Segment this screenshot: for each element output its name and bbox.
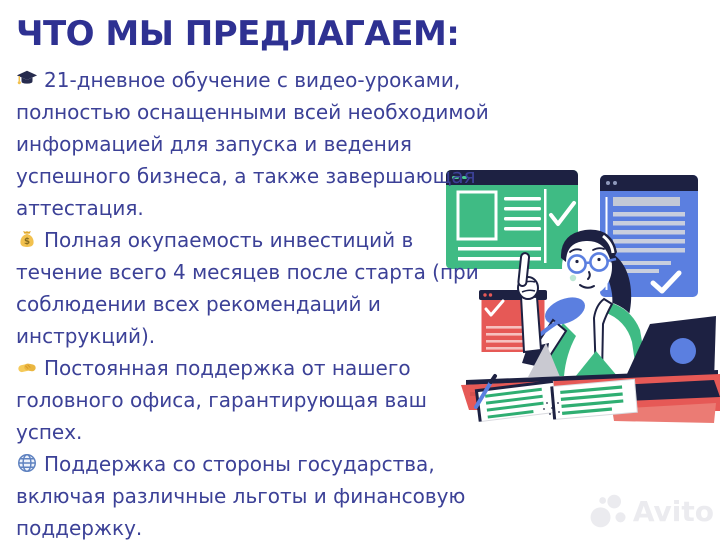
bullet-text: Полная окупаемость инвестиций в течение всего 4 месяцев после старта (при соблюдении всех рекомендаций и инструкций).	[16, 228, 479, 348]
watermark-text: Avito	[632, 494, 714, 528]
handshake-icon	[16, 356, 38, 378]
money-bag-icon	[16, 228, 38, 250]
bullet-item	[16, 224, 496, 352]
graduation-cap-icon	[16, 68, 38, 90]
page-title: ЧТО МЫ ПРЕДЛАГАЕМ:	[16, 14, 460, 54]
bullet-text: 21-дневное обучение с видео-уроками, полностью оснащенными всей необходимой информацией для запуска и ведения успешного бизнеса, а также завершающая аттестация.	[16, 68, 489, 220]
bullet-list	[16, 64, 496, 540]
globe-icon	[16, 452, 38, 474]
text-content	[16, 14, 496, 540]
avito-logo-icon	[589, 490, 631, 532]
bullet-item	[16, 352, 496, 448]
bullet-item	[16, 64, 496, 224]
bullet-text: Постоянная поддержка от нашего головного офиса, гарантирующая ваш успех.	[16, 356, 427, 444]
watermark-avito	[589, 490, 714, 532]
bullet-text: Поддержка со стороны государства, включая различные льготы и финансовую поддержку.	[16, 452, 466, 540]
svg-text:$: $	[23, 236, 31, 247]
bullet-item	[16, 448, 496, 540]
paper-sheet	[552, 379, 638, 419]
